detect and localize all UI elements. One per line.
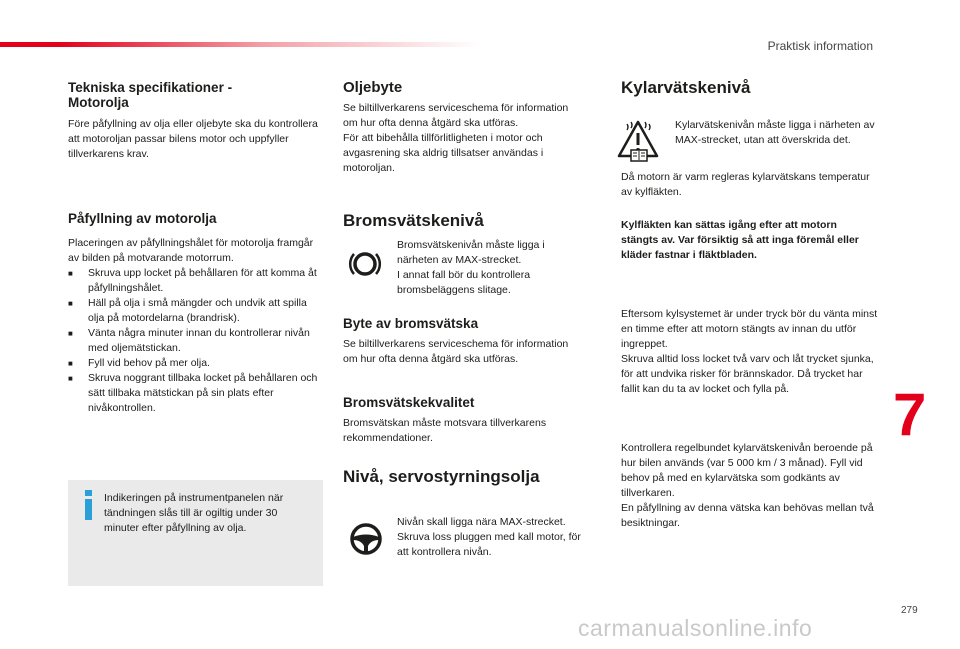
list-item: ■ Skruva upp locket på behållaren för att komma åt påfyllningshålet. — [68, 266, 318, 296]
heading-oil-fill: Påfyllning av motorolja — [68, 211, 217, 226]
brake-change-text: Se biltillverkarens serviceschema för information om hur ofta denna åtgärd ska utföras. — [343, 338, 569, 365]
steering-wheel-icon — [349, 522, 383, 556]
fan-warning-text: Kylfläkten kan sättas igång efter att motorn stängts av. Var försiktig så att inga föremål eller kläder fastnar i fläktbladen. — [621, 219, 859, 261]
pressure-text: Eftersom kylsystemet är under tryck bör du vänta minst en timme efter att motorn stängts av innan du utför ingreppet. Skruva alltid loss locket två varv och låt trycket sjunka, för att undvika risker för brännskador. Då trycket har fallit kan du ta av locket och fylla på. — [621, 308, 878, 395]
hot-warning-manual-icon — [617, 120, 659, 162]
coolant-level-text: Kylarvätskenivån måste ligga i närheten av MAX-strecket, utan att överskrida det. — [675, 119, 875, 146]
tech-spec-text: Före påfyllning av olja eller oljebyte ska du kontrollera att motoroljan passar bilens motor och uppfyller tillverkarens krav. — [68, 118, 318, 160]
section-title: Praktisk information — [767, 39, 873, 53]
power-steering-text: Nivån skall ligga nära MAX-strecket. Skruva loss pluggen med kall motor, för att kontrollera nivån. — [397, 516, 581, 558]
info-box — [68, 480, 323, 586]
heading-brake-change: Byte av bromsvätska — [343, 316, 479, 331]
heading-brake-fluid: Bromsvätskenivå — [343, 211, 484, 230]
oil-fill-steps — [68, 266, 318, 416]
chapter-number: 7 — [893, 381, 927, 448]
heading-tech-spec: Tekniska specifikationer - Motorolja — [68, 80, 233, 110]
info-icon — [82, 490, 95, 520]
header-accent-bar — [0, 42, 480, 47]
page-number: 279 — [901, 605, 918, 616]
list-item: ■ Fyll vid behov på mer olja. — [68, 356, 318, 371]
heading-coolant: Kylarvätskenivå — [621, 78, 751, 97]
watermark: carmanualsonline.info — [578, 615, 813, 641]
brake-quality-text: Bromsvätskan måste motsvara tillverkarens rekommendationer. — [343, 417, 547, 444]
heading-brake-quality: Bromsvätskekvalitet — [343, 395, 475, 410]
oil-fill-intro: Placeringen av påfyllningshålet för motorolja framgår av bilden på motvarande motorrum. — [68, 237, 314, 264]
oil-change-text: Se biltillverkarens serviceschema för information om hur ofta denna åtgärd ska utföras. För att bibehålla tillförlitligheten i motor och avgasrening ska aldrig tillsatser användas i motoroljan. — [343, 102, 569, 174]
brake-fluid-text: Bromsvätskenivån måste ligga i närheten av MAX-strecket. I annat fall bör du kontrollera bromsbeläggens slitage. — [397, 239, 545, 296]
check-text: Kontrollera regelbundet kylarvätskenivån beroende på hur bilen används (var 5 000 km / 3 månad). Fyll vid behov på med en kylarvätska som godkänts av tillverkaren. En påfyllning av denna vätska kan behövas mellan två besiktningar. — [621, 442, 874, 529]
list-item: ■ Skruva noggrant tillbaka locket på behållaren och sätt tillbaka mätstickan på sin plats efter nivåkontrollen. — [68, 371, 318, 416]
info-text: Indikeringen på instrumentpanelen när tändningen slås till är ogiltig under 30 minuter efter påfyllning av olja. — [104, 492, 284, 534]
heading-power-steering: Nivå, servostyrningsolja — [343, 467, 540, 486]
coolant-temp-text: Då motorn är varm regleras kylarvätskans temperatur av kylfläkten. — [621, 171, 870, 198]
list-item: ■ Vänta några minuter innan du kontrollerar nivån med oljemätstickan. — [68, 326, 318, 356]
list-item: ■ Häll på olja i små mängder och undvik att spilla olja på motordelarna (brandrisk). — [68, 296, 318, 326]
brake-warning-icon — [348, 249, 382, 279]
heading-oil-change: Oljebyte — [343, 79, 403, 96]
